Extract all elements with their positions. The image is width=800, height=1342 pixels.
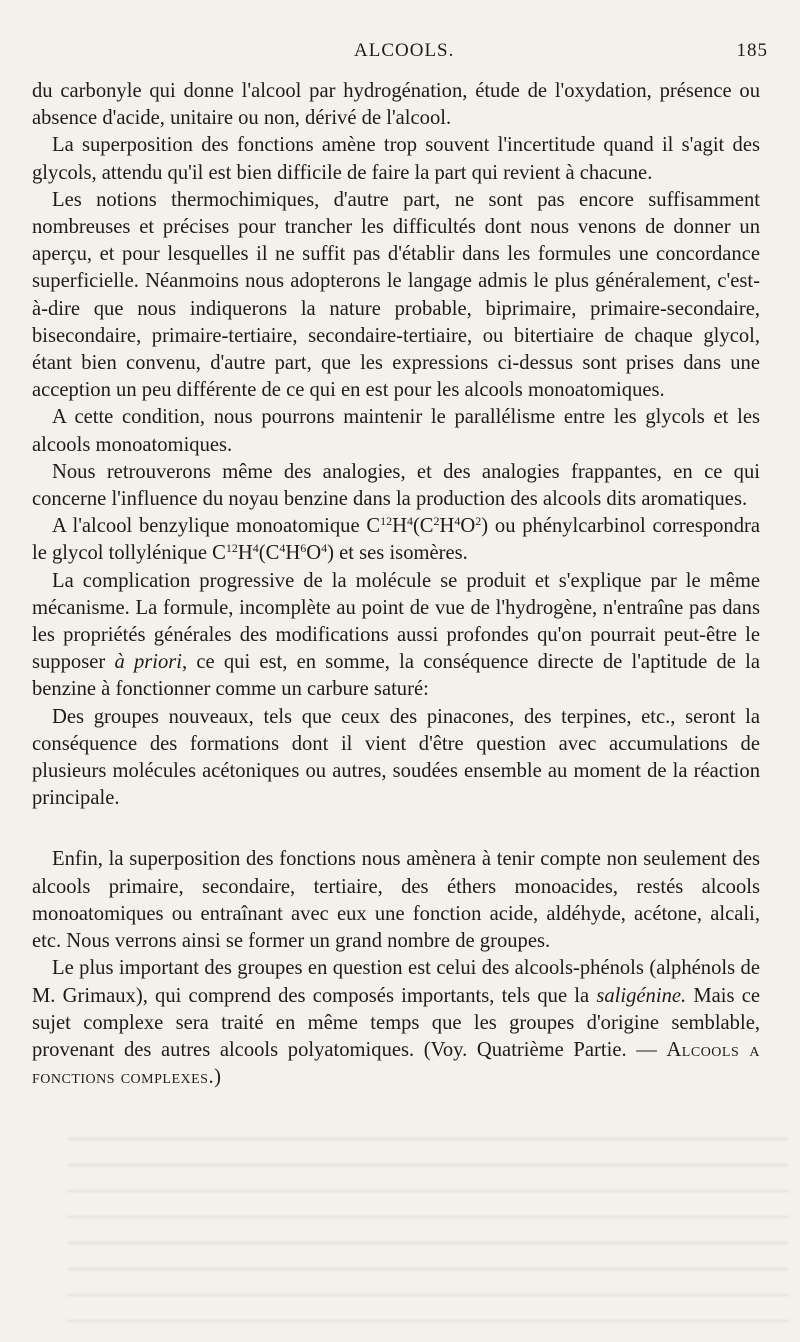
superscript: 4 (279, 541, 286, 556)
superscript: 6 (300, 541, 307, 556)
text-run: ) et ses isomères. (327, 542, 468, 565)
text-run: ) (214, 1066, 221, 1089)
text-run: H (392, 515, 407, 538)
page-number: 185 (736, 40, 768, 61)
text-run: Mais ce sujet complexe sera traité en même temps que les groupes d'origine semblable, provenant des autres alcools polyatomiques. (Voy. Quatrième Partie. — (32, 984, 761, 1061)
superscript: 4 (321, 541, 328, 556)
italic-term: saligénine. (596, 984, 687, 1007)
body-text (32, 78, 760, 1091)
paragraph-10 (32, 955, 760, 1091)
text-run: H (439, 515, 455, 538)
paragraph-5: Nous retrouverons même des analogies, et des analogies frappantes, en ce qui concerne l'influence du noyau benzine dans la production des alcools dits aromatiques. (32, 460, 760, 511)
document-page (28, 0, 768, 1342)
paragraph-8: Des groupes nouveaux, tels que ceux des pinacones, des terpines, etc., seront la conséquence des formations dont il vient d'être question avec accumulations de plusieurs molécules acétoniques ou autres, soudées ensemble au moment de la réaction principale. (32, 705, 760, 810)
text-run: O (460, 515, 476, 538)
superscript: 4 (252, 541, 259, 556)
paragraph-3: Les notions thermochimiques, d'autre part, ne sont pas encore suffisamment nombreuses et précises pour trancher les difficultés dont nous venons de donner un aperçu, et pour lesquelles il ne suffit pas d'établir dans les formules une concordance superficielle. Néanmoins nous adopterons le langage admis le plus généralement, c'est-à-dire que nous indiquerons la nature probable, biprimaire, primaire-secondaire, bisecondaire, primaire-tertiaire, secondaire-tertiaire, ou bitertiaire de chaque glycol, étant bien convenu, d'autre part, que les expressions ci-dessus sont prises dans une acception un peu différente de ce qui en est pour les alcools monoatomiques. (32, 188, 760, 402)
superscript: 2 (433, 514, 440, 529)
paragraph-9: Enfin, la superposition des fonctions nous amènera à tenir compte non seulement des alcools primaire, secondaire, tertiaire, des éthers monoacides, restés alcools monoatomiques ou entraînant avec eux une fonction acide, aldéhyde, acétone, alcali, etc. Nous verrons ainsi se former un grand nombre de groupes. (32, 848, 760, 953)
superscript: 2 (475, 514, 482, 529)
text-run: H (285, 542, 301, 565)
cross-reference-title: Alcools a fonctions complexes. (32, 1038, 760, 1089)
text-run: La complication progressive de la molécule se produit et s'explique par le même mécanisme. La formule, incomplète au point de vue de l'hydrogène, n'entraîne pas dans les propriétés générales des modifications aussi profondes qu'on pourrait peut-être le supposer (32, 569, 760, 674)
paragraph-4: A cette condition, nous pourrons maintenir le parallélisme entre les glycols et les alcools monoatomiques. (32, 406, 760, 456)
text-run: (C (412, 515, 434, 538)
text-run: , ce qui est, en somme, la conséquence directe de l'aptitude de la benzine à fonctionner comme un carbure saturé: (32, 651, 760, 701)
italic-phrase: à priori (114, 651, 183, 674)
superscript: 4 (406, 514, 413, 529)
text-run: ) ou phénylcarbinol correspondra le glycol tollylénique C (32, 515, 760, 565)
superscript: 12 (225, 541, 238, 556)
text-run: H (237, 542, 253, 565)
text-run: O (306, 542, 322, 565)
paragraph-6 (32, 513, 760, 567)
text-run: Le plus important des groupes en question est celui des alcools-phénols (alphénols de M. Grimaux), qui comprend des composés importants, tels que la (32, 957, 760, 1007)
text-run: (C (258, 542, 280, 565)
paragraph-2: La superposition des fonctions amène trop souvent l'incertitude quand il s'agit des glycols, attendu qu'il est bien difficile de faire la part qui revient à chacune. (32, 134, 760, 184)
paragraph-1: du carbonyle qui donne l'alcool par hydrogénation, étude de l'oxydation, présence ou absence d'acide, unitaire ou non, dérivé de l'alcool. (32, 80, 760, 130)
text-run: A l'alcool benzylique monoatomique C (52, 515, 381, 538)
superscript: 12 (380, 514, 393, 529)
paragraph-7 (32, 568, 760, 704)
reverse-page-bleed-through (68, 1120, 788, 1340)
running-title: ALCOOLS. (354, 40, 455, 61)
page-header (28, 40, 768, 66)
superscript: 4 (454, 514, 461, 529)
